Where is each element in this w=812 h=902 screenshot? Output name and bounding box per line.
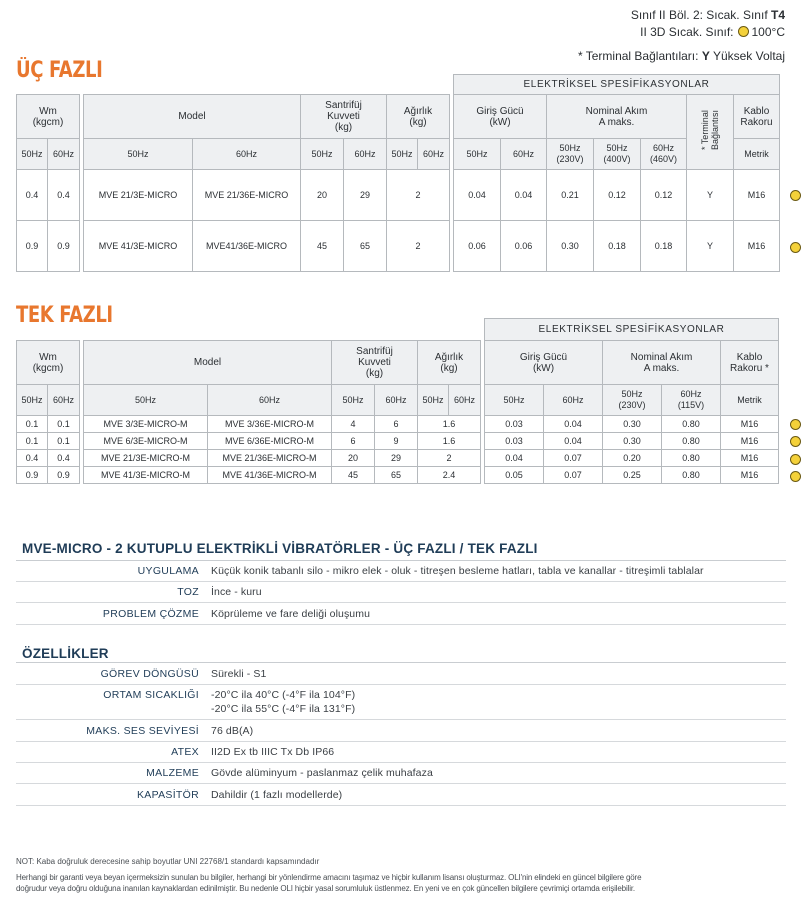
atex-dot-icon <box>790 436 801 447</box>
three-phase-weight-header: Ağırlık (kg) <box>387 95 450 139</box>
noise-level-value: 76 dB(A) <box>211 725 254 737</box>
classification-info <box>578 7 785 65</box>
wm-60hz-header: 60Hz <box>48 139 80 170</box>
noise-level-label: MAKS. SES SEVİYESİ <box>86 725 199 737</box>
powder-value: İnce - kuru <box>211 586 262 598</box>
model-50hz-header: 50Hz <box>84 139 193 170</box>
application-value: Küçük konik tabanlı silo - mikro elek - oluk - titreşen besleme hatları, tabla ve kanallar - titreşimli tablalar <box>211 565 704 577</box>
capacitor-value: Dahildir (1 fazlı modellerde) <box>211 789 343 801</box>
problem-solving-label: PROBLEM ÇÖZME <box>102 608 199 620</box>
footer-disclaimer-2: doğrudur veya doğru olduğuna inanılan kaynaklardan edinilmiştir. Bu nedenle OLI hiçbir yasal sorumluluk üstlenmez. En yeni ve en çok güncellen bilgilere çevrimiçi ortamda erişilebilir. <box>16 884 635 893</box>
class-line-3: * Terminal Bağlantıları: Y Yüksek Voltaj <box>577 49 785 63</box>
force-50hz-header: 50Hz <box>332 385 375 416</box>
weight-60hz-header: 60Hz <box>418 139 450 170</box>
atex-value: II2D Ex tb IIIC Tx Db IP66 <box>211 746 335 758</box>
divider <box>16 560 786 561</box>
divider <box>16 719 786 720</box>
single-phase-title: TEK FAZLI <box>16 303 113 328</box>
three-phase-title: ÜÇ FAZLI <box>16 58 103 83</box>
atex-dot-icon <box>790 190 801 201</box>
power-50hz-header: 50Hz <box>485 385 544 416</box>
duty-cycle-value: Sürekli - S1 <box>211 668 267 680</box>
model-50hz-header: 50Hz <box>84 385 208 416</box>
weight-60hz-header: 60Hz <box>449 385 481 416</box>
wm-50hz-header: 50Hz <box>17 139 48 170</box>
current-230v-header: 50Hz (230V) <box>547 139 594 170</box>
three-phase-power-header: Giriş Gücü (kW) <box>454 95 547 139</box>
duty-cycle-label: GÖREV DÖNGÜSÜ <box>100 668 199 680</box>
current-115v-header: 60Hz (115V) <box>662 385 721 416</box>
model-60hz-header: 60Hz <box>208 385 332 416</box>
single-phase-wm-header: Wm (kgcm) <box>17 341 80 385</box>
atex-label: ATEX <box>171 746 199 758</box>
wm-50hz-header: 50Hz <box>17 385 48 416</box>
force-60hz-header: 60Hz <box>375 385 418 416</box>
material-label: MALZEME <box>146 767 199 779</box>
single-phase-current-header: Nominal Akım A maks. <box>603 341 721 385</box>
three-phase-wm-header: Wm (kgcm) <box>17 95 80 139</box>
power-60hz-header: 60Hz <box>544 385 603 416</box>
single-phase-power-header: Giriş Gücü (kW) <box>485 341 603 385</box>
three-phase-model-header: Model <box>84 95 301 139</box>
single-phase-model-header: Model <box>84 341 332 385</box>
power-60hz-header: 60Hz <box>501 139 547 170</box>
capacitor-label: KAPASİTÖR <box>136 789 199 801</box>
atex-dot-icon <box>790 242 801 253</box>
three-phase-terminal-header: * Terminal Bağlantısı <box>687 95 734 170</box>
divider <box>16 662 786 663</box>
footer-note: NOT: Kaba doğruluk derecesine sahip boyutlar UNI 22768/1 standardı kapsamındadır <box>16 857 320 866</box>
three-phase-table <box>16 74 780 272</box>
footer-disclaimer-1: Herhangi bir garanti veya beyan içermeksizin sunulan bu bilgiler, herhangi bir yönlendirme amacını taşımaz ve hiçbir kullanım lisansı oluşturmaz. OLI'nin elindeki en güncel bilgilere göre <box>16 873 642 882</box>
weight-50hz-header: 50Hz <box>418 385 449 416</box>
table-row: 0.4 0.4 MVE 21/3E-MICRO-M MVE 21/36E-MICRO-M 20 29 2 0.04 0.07 0.20 0.80 M16 <box>17 450 779 467</box>
three-phase-force-header: Santrifüj Kuvveti (kg) <box>301 95 387 139</box>
three-phase-current-header: Nominal Akım A maks. <box>547 95 687 139</box>
temperature-dot-icon <box>738 26 749 37</box>
powder-label: TOZ <box>177 586 199 598</box>
divider <box>16 581 786 582</box>
table-row: 0.4 0.4 MVE 21/3E-MICRO MVE 21/36E-MICRO 20 29 2 0.04 0.04 0.21 0.12 0.12 Y M16 <box>17 170 780 221</box>
class-line-2: II 3D Sıcak. Sınıf: 100°C <box>640 25 785 39</box>
power-50hz-header: 50Hz <box>454 139 501 170</box>
weight-50hz-header: 50Hz <box>387 139 418 170</box>
table-row: 0.1 0.1 MVE 3/3E-MICRO-M MVE 3/36E-MICRO-M 4 6 1.6 0.03 0.04 0.30 0.80 M16 <box>17 416 779 433</box>
material-value: Gövde alüminyum - paslanmaz çelik muhafaza <box>211 767 433 779</box>
three-phase-elec-header: ELEKTRİKSEL SPESİFİKASYONLAR <box>454 75 780 95</box>
table-row: 0.9 0.9 MVE 41/3E-MICRO MVE41/36E-MICRO 45 65 2 0.06 0.06 0.30 0.18 0.18 Y M16 <box>17 221 780 272</box>
table-row: 0.9 0.9 MVE 41/3E-MICRO-M MVE 41/36E-MICRO-M 45 65 2.4 0.05 0.07 0.25 0.80 M16 <box>17 467 779 484</box>
atex-dot-icon <box>790 471 801 482</box>
divider <box>16 762 786 763</box>
single-phase-force-header: Santrifüj Kuvveti (kg) <box>332 341 418 385</box>
force-50hz-header: 50Hz <box>301 139 344 170</box>
atex-dot-icon <box>790 454 801 465</box>
divider <box>16 684 786 685</box>
current-230v-header: 50Hz (230V) <box>603 385 662 416</box>
divider <box>16 602 786 603</box>
current-400v-header: 50Hz (400V) <box>594 139 641 170</box>
force-60hz-header: 60Hz <box>344 139 387 170</box>
single-phase-weight-header: Ağırlık (kg) <box>418 341 481 385</box>
features-title: ÖZELLİKLER <box>22 646 109 661</box>
model-60hz-header: 60Hz <box>193 139 301 170</box>
three-phase-cable-header: Kablo Rakoru <box>734 95 780 139</box>
wm-60hz-header: 60Hz <box>48 385 80 416</box>
single-phase-table <box>16 318 779 484</box>
divider <box>16 783 786 784</box>
divider <box>16 805 786 806</box>
ambient-temp-value: -20°C ila 40°C (-4°F ila 104°F) <box>211 689 356 701</box>
single-phase-elec-header: ELEKTRİKSEL SPESİFİKASYONLAR <box>485 319 779 341</box>
atex-dot-icon <box>790 419 801 430</box>
single-phase-cable-header: Kablo Rakoru * <box>721 341 779 385</box>
table-row: 0.1 0.1 MVE 6/3E-MICRO-M MVE 6/36E-MICRO-M 6 9 1.6 0.03 0.04 0.30 0.80 M16 <box>17 433 779 450</box>
ambient-temp-label: ORTAM SICAKLIĞI <box>103 689 199 701</box>
divider <box>16 624 786 625</box>
divider <box>16 741 786 742</box>
cable-metric-header: Metrik <box>734 139 780 170</box>
ambient-temp-value-2: -20°C ila 55°C (-4°F ila 131°F) <box>211 703 356 715</box>
class-line-1: Sınıf II Böl. 2: Sıcak. Sınıf T4 <box>630 8 785 22</box>
cable-metric-header: Metrik <box>721 385 779 416</box>
description-title: MVE-MICRO - 2 KUTUPLU ELEKTRİKLİ VİBRATÖRLER - ÜÇ FAZLI / TEK FAZLI <box>22 541 538 556</box>
current-460v-header: 60Hz (460V) <box>641 139 687 170</box>
application-label: UYGULAMA <box>137 565 199 577</box>
problem-solving-value: Köprüleme ve fare deliği oluşumu <box>211 608 371 620</box>
